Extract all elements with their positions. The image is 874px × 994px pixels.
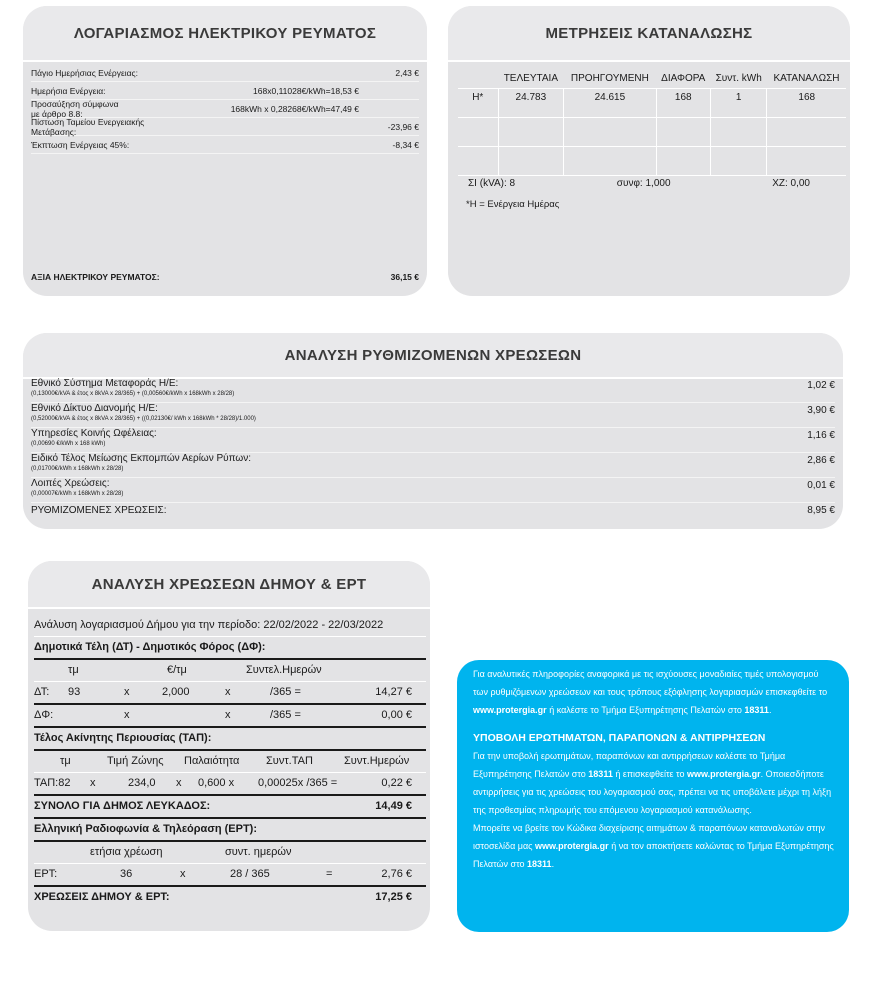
- regulated-row: [31, 453, 835, 478]
- info-text: Μπορείτε να βρείτε τον Κώδικα διαχείρισης αιτημάτων & παραπόνων καταναλωτών στην ιστοσελίδα μας: [473, 823, 826, 851]
- meter-cell: 24.783: [498, 89, 564, 118]
- xz-value: ΧΖ: 0,00: [772, 178, 810, 189]
- bill-row-calc: 168x0,11028€/kWh=18,53 €: [253, 85, 359, 96]
- phone-number: 18311: [744, 705, 769, 715]
- ert-header-row: [34, 819, 426, 842]
- regulated-row-value: 1,02 €: [807, 380, 835, 391]
- tap-col: Συντ.Ημερών: [344, 755, 410, 767]
- cos-phi: συνφ: 1,000: [616, 178, 671, 189]
- tap-header: Τέλος Ακίνητης Περιουσίας (ΤΑΠ):: [34, 732, 212, 744]
- tap-row: [34, 773, 426, 796]
- regulated-row-detail: (0,00007€/kWh x 168kWh x 28/28): [31, 491, 124, 497]
- regulated-row-value: 1,16 €: [807, 430, 835, 441]
- tap-age: 0,600 x: [198, 777, 235, 789]
- regulated-row-value: 2,86 €: [807, 455, 835, 466]
- meter-row: [458, 89, 846, 118]
- bill-row-calc: 168kWh x 0,28268€/kWh=47,49 €: [230, 103, 359, 114]
- multiply-sign: x: [180, 868, 186, 880]
- regulated-total-value: 8,95 €: [807, 505, 835, 516]
- meter-row: [458, 147, 846, 176]
- bill-row-label: Έκπτωση Ενέργειας 45%:: [31, 139, 130, 150]
- regulated-row-detail: (0,01700€/kWh x 168kWh x 28/28): [31, 466, 124, 472]
- regulated-row: [31, 478, 835, 503]
- dt-rate: 2,000: [162, 686, 190, 698]
- multiply-sign: x: [225, 686, 231, 698]
- tap-col: Παλαιότητα: [184, 755, 240, 767]
- regulated-row-value: 0,01 €: [807, 480, 835, 491]
- regulated-row-label: Υπηρεσίες Κοινής Ωφέλειας:: [31, 428, 157, 439]
- multiply-sign: x: [176, 777, 182, 789]
- meter-cell: 1: [710, 89, 767, 118]
- grand-total-value: 17,25 €: [375, 891, 412, 903]
- meter-cell: [710, 118, 767, 147]
- info-paragraph-3: [473, 819, 835, 873]
- bill-row: [31, 64, 419, 82]
- bill-row-label: Πάγιο Ημερήσιας Ενέργειας:: [31, 67, 139, 78]
- municipal-charges-panel: [28, 561, 430, 931]
- customer-info-box: [457, 660, 849, 932]
- meter-cell: [458, 147, 498, 176]
- bill-row: [31, 136, 419, 154]
- municipality-total-label: ΣΥΝΟΛΟ ΓΙΑ ΔΗΜΟΣ ΛΕΥΚΑΔΟΣ:: [34, 800, 211, 812]
- bill-row-label: Προσαύξηση σύμφωνα με άρθρο 8.8:: [31, 98, 119, 119]
- bill-row-value: -23,96 €: [387, 121, 419, 132]
- website-link[interactable]: www.protergia.gr: [473, 705, 547, 715]
- multiply-sign: x: [124, 686, 130, 698]
- regulated-row: [31, 378, 835, 403]
- equals-sign: =: [326, 868, 333, 880]
- dt-tm: 93: [68, 686, 81, 698]
- ert-annual: 36: [120, 868, 133, 880]
- meter-note: *Η = Ενέργεια Ημέρας: [466, 199, 560, 210]
- tap-zone: 234,0: [128, 777, 156, 789]
- meter-row: [458, 118, 846, 147]
- info-text: . Οποιεσδήποτε αντιρρήσεις για τις χρεώσεις του λογαριασμού σας, πρέπει να τις υποβάλετε μέχρι τη λήξη της προθεσμίας πληρωμής του επόμενου λογαριασμού κατανάλωσης.: [473, 769, 832, 815]
- col-days: Συντελ.Ημερών: [246, 664, 322, 676]
- regulated-row-label: Λοιπές Χρεώσεις:: [31, 478, 110, 489]
- meter-cell: 24.615: [564, 89, 656, 118]
- meter-header-cell: ΠΡΟΗΓΟΥΜΕΝΗ: [564, 68, 656, 89]
- meter-cell: [710, 147, 767, 176]
- meter-cell: [564, 147, 656, 176]
- bill-row: [31, 118, 419, 136]
- info-text: ή να τον αποκτήσετε καλώντας το Τμήμα Εξυπηρέτησης Πελατών στο: [473, 841, 834, 869]
- df-label: ΔΦ:: [34, 709, 54, 721]
- si-kva: ΣΙ (kVA): 8: [468, 178, 516, 189]
- regulated-row: [31, 428, 835, 453]
- ert-columns-row: [34, 842, 426, 864]
- municipal-body: [34, 615, 426, 908]
- regulated-row-detail: (0,00690 €/kWh x 168 kWh): [31, 441, 106, 447]
- ert-row: [34, 864, 426, 887]
- dt-header-row: [34, 637, 426, 660]
- ert-col-days: συντ. ημερών: [225, 846, 292, 858]
- regulated-row-label: Ειδικό Τέλος Μείωσης Εκπομπών Αερίων Ρύπων:: [31, 453, 251, 464]
- electricity-total-label: ΑΞΙΑ ΗΛΕΚΤΡΙΚΟΥ ΡΕΥΜΑΤΟΣ:: [31, 272, 160, 282]
- meter-cell: [767, 147, 846, 176]
- info-text: ή καλέστε το Τμήμα Εξυπηρέτησης Πελατών στο: [546, 705, 745, 715]
- df-divisor: /365 =: [270, 709, 301, 721]
- meter-cell: [656, 118, 710, 147]
- meter-readings-table: [458, 68, 846, 176]
- meter-cell: [767, 118, 846, 147]
- meter-header-cell: [458, 68, 498, 89]
- bill-row-value: -8,34 €: [392, 139, 419, 150]
- meter-power-info: [468, 178, 810, 189]
- ert-label: ΕΡΤ:: [34, 868, 58, 880]
- tap-header-row: [34, 728, 426, 751]
- tap-value: 0,22 €: [381, 777, 412, 789]
- regulated-row-value: 3,90 €: [807, 405, 835, 416]
- tap-coef: 0,00025x /365 =: [258, 777, 338, 789]
- dt-divisor: /365 =: [270, 686, 301, 698]
- phone-number: 18311: [588, 769, 613, 779]
- ert-header: Ελληνική Ραδιοφωνία & Τηλεόραση (ΕΡΤ):: [34, 823, 258, 835]
- meter-cell: [656, 147, 710, 176]
- dt-row: [34, 682, 426, 705]
- regulated-total-label: ΡΥΘΜΙΖΟΜΕΝΕΣ ΧΡΕΩΣΕΙΣ:: [31, 505, 167, 516]
- meter-header-cell: ΚΑΤΑΝΑΛΩΣΗ: [767, 68, 846, 89]
- meter-cell: 168: [656, 89, 710, 118]
- ert-days: 28 / 365: [230, 868, 270, 880]
- ert-value: 2,76 €: [381, 868, 412, 880]
- tap-col: Συντ.ΤΑΠ: [266, 755, 313, 767]
- dt-columns-row: [34, 660, 426, 682]
- tap-col: τμ: [60, 755, 71, 767]
- meter-cell: [498, 118, 564, 147]
- meter-cell: 168: [767, 89, 846, 118]
- grand-total-row: [34, 887, 426, 908]
- municipality-total-value: 14,49 €: [375, 800, 412, 812]
- regulated-charges-title: ΑΝΑΛΥΣΗ ΡΥΘΜΙΖΟΜΕΝΩΝ ΧΡΕΩΣΕΩΝ: [23, 333, 843, 379]
- dt-header: Δημοτικά Τέλη (ΔΤ) - Δημοτικός Φόρος (ΔΦ):: [34, 641, 266, 653]
- multiply-sign: x: [124, 709, 130, 721]
- complaints-heading: ΥΠΟΒΟΛΗ ΕΡΩΤΗΜΑΤΩΝ, ΠΑΡΑΠΟΝΩΝ & ΑΝΤΙΡΡΗΣΕΩΝ: [473, 732, 766, 744]
- electricity-bill-total: [31, 272, 419, 282]
- municipal-charges-title: ΑΝΑΛΥΣΗ ΧΡΕΩΣΕΩΝ ΔΗΜΟΥ & ΕΡΤ: [28, 561, 430, 609]
- df-row: [34, 705, 426, 728]
- grand-total-label: ΧΡΕΩΣΕΙΣ ΔΗΜΟΥ & ΕΡΤ:: [34, 891, 170, 903]
- tap-label: ΤΑΠ:82: [34, 777, 71, 789]
- regulated-rows: [31, 378, 835, 503]
- municipal-period-row: [34, 615, 426, 637]
- tap-columns-row: [34, 751, 426, 773]
- meter-header-cell: Συντ. kWh: [710, 68, 767, 89]
- regulated-row-label: Εθνικό Σύστημα Μεταφοράς Η/Ε:: [31, 378, 179, 389]
- dt-label: ΔΤ:: [34, 686, 50, 698]
- multiply-sign: x: [90, 777, 96, 789]
- col-eur-tm: €/τμ: [167, 664, 187, 676]
- municipality-total-row: [34, 796, 426, 819]
- regulated-charges-panel: [23, 333, 843, 529]
- electricity-total-value: 36,15 €: [390, 272, 419, 282]
- phone-number: 18311: [527, 859, 552, 869]
- bill-row: [31, 82, 419, 100]
- regulated-row-label: Εθνικό Δίκτυο Διανομής Η/Ε:: [31, 403, 158, 414]
- info-text: ή επισκεφθείτε το: [612, 769, 687, 779]
- website-link[interactable]: www.protergia.gr: [686, 769, 761, 779]
- bill-row-label: Πίστωση Ταμείου Ενεργειακής Μετάβασης:: [31, 116, 145, 137]
- meter-cell: [498, 147, 564, 176]
- info-paragraph-1: [473, 665, 835, 719]
- meter-readings-panel: [448, 6, 850, 296]
- regulated-row-detail: (0,13000€/kVA & έτος x 8kVA x 28/365) + (0,00560€/kWh x 168kWh x 28/28): [31, 391, 235, 397]
- regulated-row-detail: (0,52000€/kVA & έτος x 8kVA x 28/365) + ((0,02130€/ kWh x 168kWh * 28/28)/1.000): [31, 416, 256, 422]
- meter-readings-title: ΜΕΤΡΗΣΕΙΣ ΚΑΤΑΝΑΛΩΣΗΣ: [448, 6, 850, 62]
- col-tm: τμ: [68, 664, 79, 676]
- tap-col: Τιμή Ζώνης: [107, 755, 164, 767]
- electricity-bill-title: ΛΟΓΑΡΙΑΣΜΟΣ ΗΛΕΚΤΡΙΚΟΥ ΡΕΥΜΑΤΟΣ: [23, 6, 427, 62]
- meter-cell: Η*: [458, 89, 498, 118]
- info-paragraph-2: [473, 747, 835, 819]
- info-text: .: [768, 705, 772, 715]
- meter-header-cell: ΔΙΑΦΟΡΑ: [656, 68, 710, 89]
- multiply-sign: x: [225, 709, 231, 721]
- meter-header-row: [458, 68, 846, 89]
- info-text: Για αναλυτικές πληροφορίες αναφορικά με τις ισχύουσες μοναδιαίες τιμές υπολογισμού των ρυθμιζόμενων χρεώσεων και τους τρόπους εξόφλησης λογαριασμών επισκεφθείτε το: [473, 669, 828, 697]
- meter-header-cell: ΤΕΛΕΥΤΑΙΑ: [498, 68, 564, 89]
- dt-value: 14,27 €: [375, 686, 412, 698]
- df-value: 0,00 €: [381, 709, 412, 721]
- regulated-row: [31, 403, 835, 428]
- ert-col-annual: ετήσια χρέωση: [90, 846, 163, 858]
- municipal-period: Ανάλυση λογαριασμού Δήμου για την περίοδο: 22/02/2022 - 22/03/2022: [34, 619, 384, 631]
- bill-row-label: Ημερήσια Ενέργεια:: [31, 85, 106, 96]
- bill-row: [31, 100, 419, 118]
- electricity-bill-rows: [31, 64, 419, 154]
- meter-cell: [564, 118, 656, 147]
- meter-cell: [458, 118, 498, 147]
- regulated-total: [31, 505, 835, 516]
- electricity-bill-panel: [23, 6, 427, 296]
- info-text: .: [551, 859, 555, 869]
- info-text: Για την υποβολή ερωτημάτων, παραπόνων και αντιρρήσεων καλέστε το Τμήμα Εξυπηρέτησης Πελατών στο: [473, 751, 786, 779]
- website-link[interactable]: www.protergia.gr: [535, 841, 609, 851]
- bill-row-value: 2,43 €: [395, 67, 419, 78]
